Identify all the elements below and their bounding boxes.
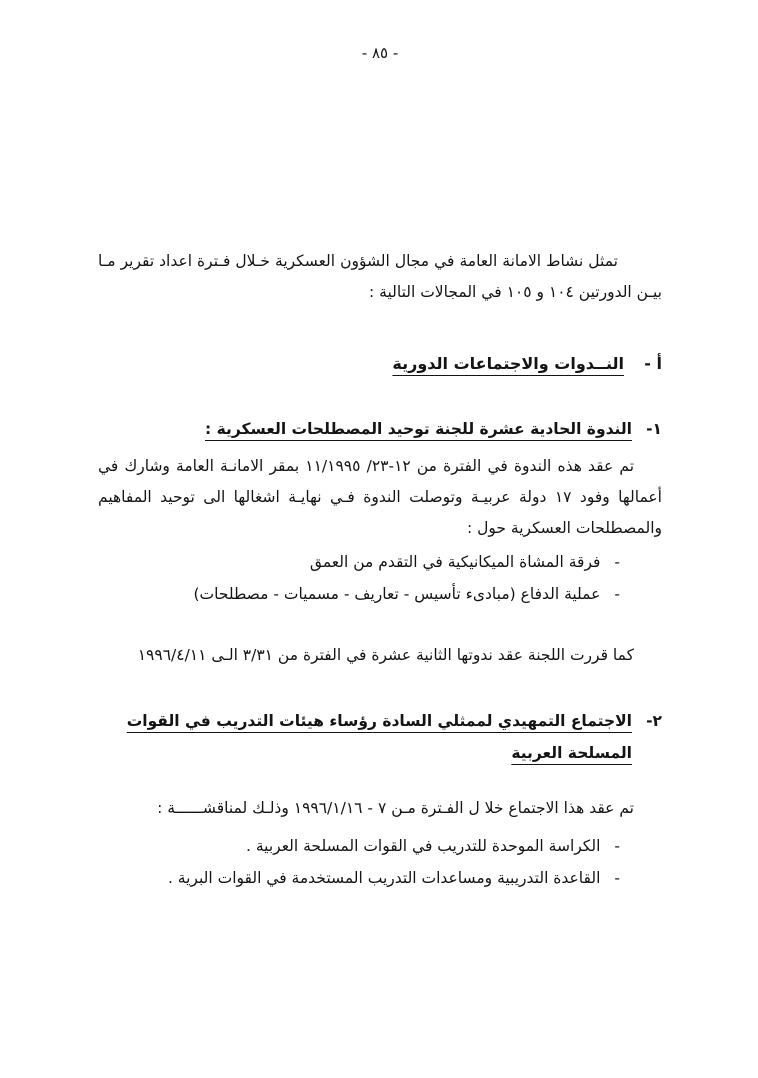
item-1 (98, 413, 662, 671)
bullet-dash: - (614, 837, 620, 855)
bullet-text: الكراسة الموحدة للتدريب في القوات المسلحة العربية . (245, 837, 601, 855)
list-item (98, 578, 620, 610)
bullet-dash: - (614, 585, 620, 603)
section-a-marker: أ - (644, 354, 662, 373)
item-1-body: تم عقد هذه الندوة في الفترة من ١٢-٢٣/ ١١/١٩٩٥ بمقر الامانـة العامة وشارك في أعمالها وفود ١٧ دولة عربيـة وتوصلت الندوة فـي نهايـة اشغالها الى توحيد المفاهيم والمصطلحات العسكرية حول : (98, 457, 662, 537)
item-2-title-row (98, 705, 662, 769)
item-2-number: ٢- (646, 712, 662, 730)
list-item (98, 830, 620, 862)
item-2 (98, 705, 662, 894)
item-2-bullet-list (98, 830, 620, 894)
item-1-number: ١- (646, 420, 662, 438)
item-1-bullet-list (98, 546, 620, 610)
page-number: - ٨٥ - (361, 44, 399, 62)
item-1-title-row (98, 413, 662, 445)
list-item (98, 862, 620, 894)
item-2-title: الاجتماع التمهيدي لممثلي السادة رؤساء هيئات التدريب في القوات المسلحة العربية (126, 712, 632, 762)
section-a-heading (98, 348, 662, 379)
list-item (98, 546, 620, 578)
bullet-dash: - (614, 553, 620, 571)
bullet-text: القاعدة التدريبية ومساعدات التدريب المستخدمة في القوات البرية . (167, 869, 601, 887)
item-1-title: الندوة الحادية عشرة للجنة توحيد المصطلحات العسكرية : (205, 420, 632, 438)
bullet-dash: - (614, 869, 620, 887)
intro-paragraph: تمثل نشاط الامانة العامة في مجال الشؤون العسكرية خـلال فـترة اعداد تقرير مـا بيـن الدورتين ١٠٤ و ١٠٥ في المجالات التالية : (98, 252, 662, 301)
item-1-followup: كما قررت اللجنة عقد ندوتها الثانية عشرة في الفترة من ٣/٣١ الـى ١٩٩٦/٤/١١ (137, 646, 634, 664)
bullet-text: فرقة المشاة الميكانيكية في التقدم من العمق (309, 553, 601, 571)
section-a-title: النــدوات والاجتماعات الدورية (392, 354, 624, 373)
bullet-text: عملية الدفاع (مبادىء تأسيس - تعاريف - مسميات - مصطلحات) (193, 585, 601, 603)
item-2-body: تم عقد هذا الاجتماع خلا ل الفـترة مـن ٧ - ١٩٩٦/١/١٦ وذلـك لمناقشــــــة : (157, 799, 634, 817)
